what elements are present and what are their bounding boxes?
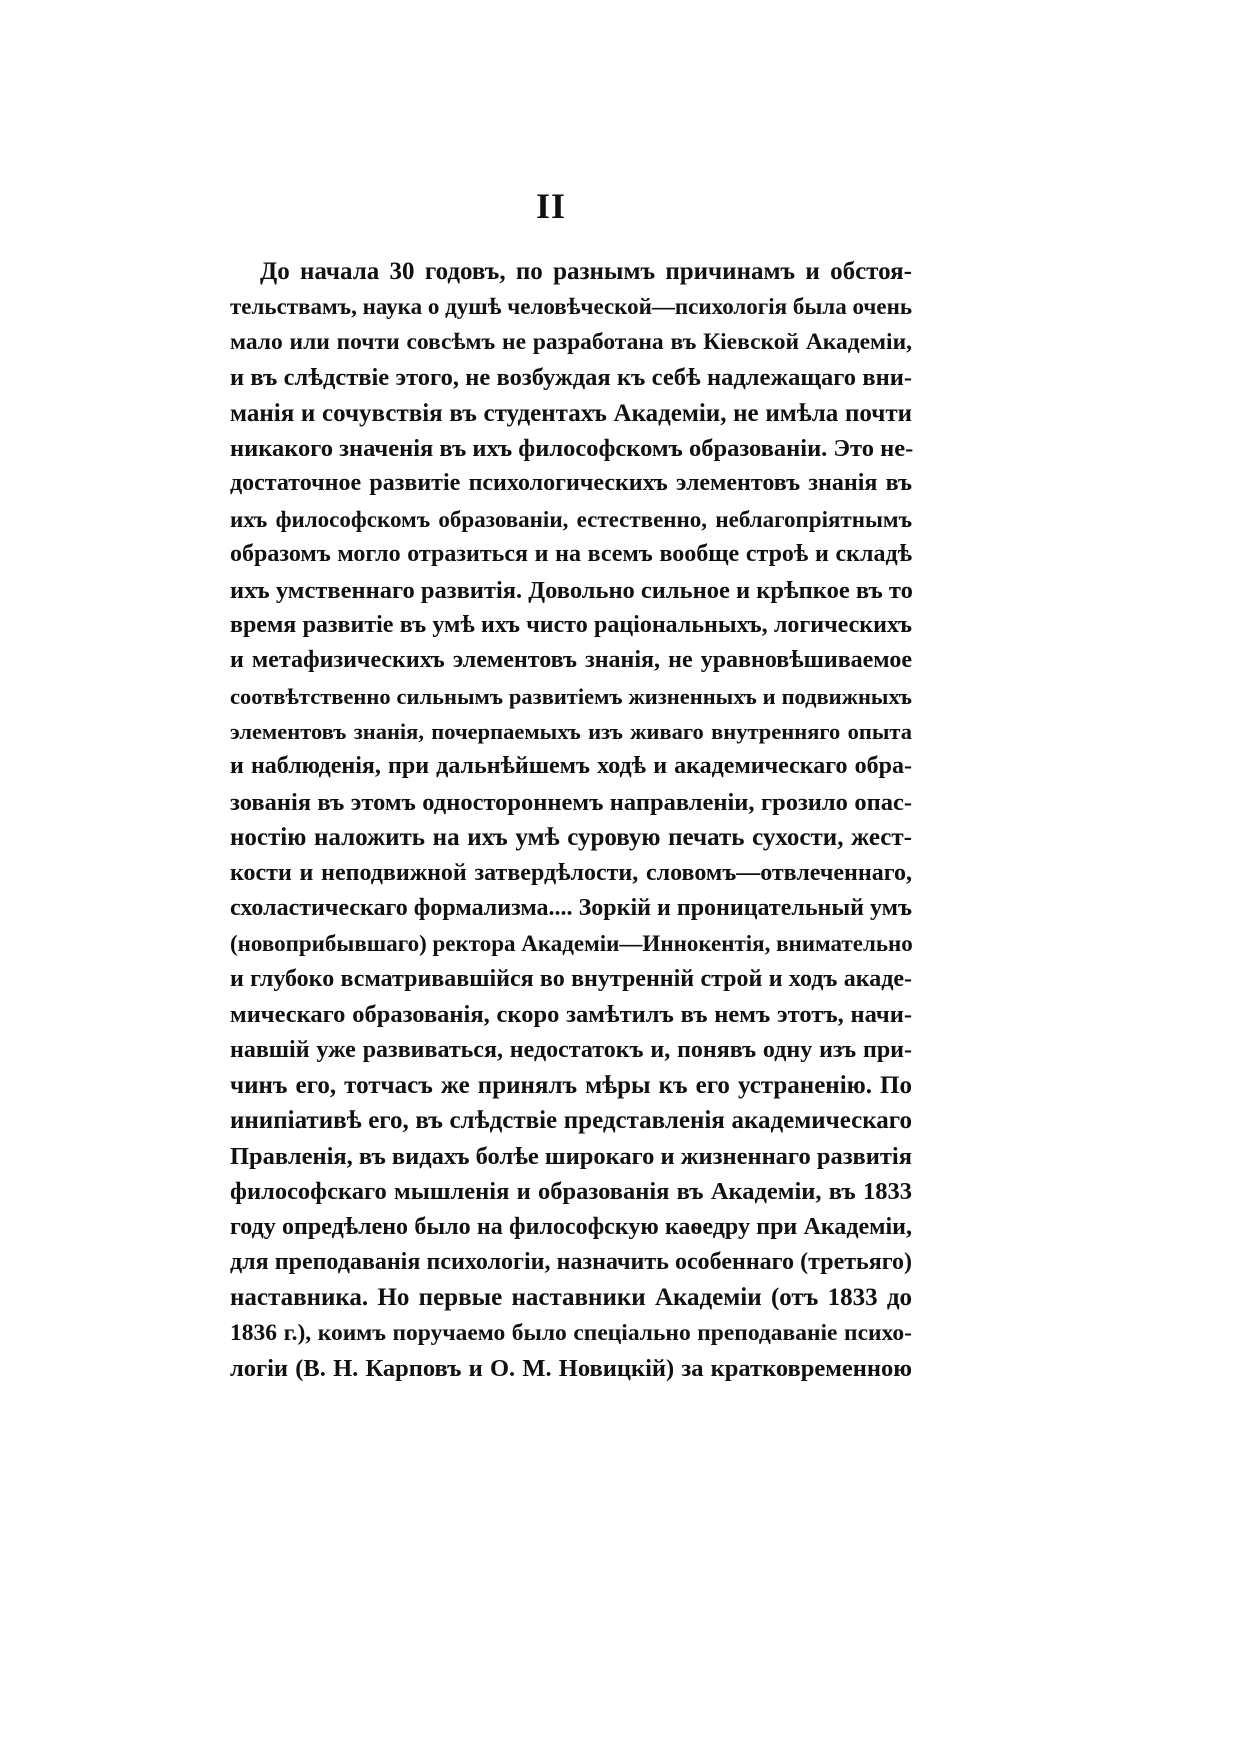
text-line: Правленія, въ видахъ болѣе широкаго и жизненнаго развитія [230, 1142, 912, 1170]
text-line: логіи (В. Н. Карповъ и О. М. Новицкій) за кратковременною [230, 1355, 912, 1383]
section-number: II [535, 186, 567, 226]
text-line: ихъ умственнаго развитія. Довольно сильное и крѣпкое въ то [230, 576, 913, 604]
text-line: никакого значенія въ ихъ философскомъ образованіи. Это не- [230, 434, 914, 462]
text-line: образомъ могло отразиться и на всемъ вообще строѣ и складѣ [230, 541, 912, 568]
text-line: соотвѣтственно сильнымъ развитіемъ жизненныхъ и подвижныхъ [230, 683, 912, 709]
text-line: инипіативѣ его, въ слѣдствіе представленія академическаго [230, 1107, 912, 1135]
text-line: кости и неподвижной затвердѣлости, словомъ—отвлеченнаго, [230, 859, 912, 886]
text-line: ихъ философскомъ образованіи, естественно, неблагопріятнымъ [230, 506, 912, 532]
text-line: До начала 30 годовъ, по разнымъ причинамъ и обстоя- [260, 258, 912, 285]
text-line: и глубоко всматривавшійся во внутренній строй и ходъ акаде- [230, 965, 912, 992]
text-line: и метафизическихъ элементовъ знанія, не уравновѣшиваемое [230, 647, 912, 674]
text-line: и въ слѣдствіе этого, не возбуждая къ себѣ надлежащаго вни- [230, 364, 912, 392]
text-line: схоластическаго формализма.... Зоркій и проницательный умъ [230, 895, 912, 922]
text-line: (новоприбывшаго) ректора Академіи—Иннокентія, внимательно [230, 931, 913, 957]
text-line: время развитіе въ умѣ ихъ чисто раціональныхъ, логическихъ [230, 611, 912, 638]
text-line: наставника. Но первые наставники Академіи (отъ 1833 до [230, 1284, 912, 1312]
text-line: мическаго образованія, скоро замѣтилъ въ немъ этотъ, начи- [230, 1001, 912, 1029]
text-line: манія и сочувствія въ студентахъ Академіи, не имѣла почти [230, 399, 912, 427]
text-line: мало или почти совсѣмъ не разработана въ Кіевской Академіи, [230, 328, 912, 355]
text-line: элементовъ знанія, почерпаемыхъ изъ живаго внутренняго опыта [230, 719, 912, 745]
text-line: году опредѣлено было на философскую каѳедру при Академіи, [230, 1213, 912, 1240]
text-line: для преподаванія психологіи, назначить особеннаго (третьяго) [230, 1248, 912, 1275]
text-line: достаточное развитіе психологическихъ элементовъ знанія въ [230, 470, 912, 497]
text-line: 1836 г.), коимъ поручаемо было спеціально преподаваніе психо- [230, 1319, 912, 1346]
text-line: ностію наложить на ихъ умѣ суровую печать сухости, жест- [230, 824, 912, 852]
text-line: чинъ его, тотчасъ же принялъ мѣры къ его устраненію. По [230, 1071, 912, 1099]
text-line: и наблюденія, при дальнѣйшемъ ходѣ и академическаго обра- [230, 753, 912, 780]
text-line: навшій уже развиваться, недостатокъ и, понявъ одну изъ при- [230, 1036, 912, 1063]
text-line: зованія въ этомъ одностороннемъ направленіи, грозило опас- [230, 788, 912, 816]
text-line: философскаго мышленія и образованія въ Академіи, въ 1833 [230, 1178, 912, 1206]
body-text [230, 254, 912, 1387]
text-line: тельствамъ, наука о душѣ человѣческой—психологія была очень [230, 294, 912, 320]
